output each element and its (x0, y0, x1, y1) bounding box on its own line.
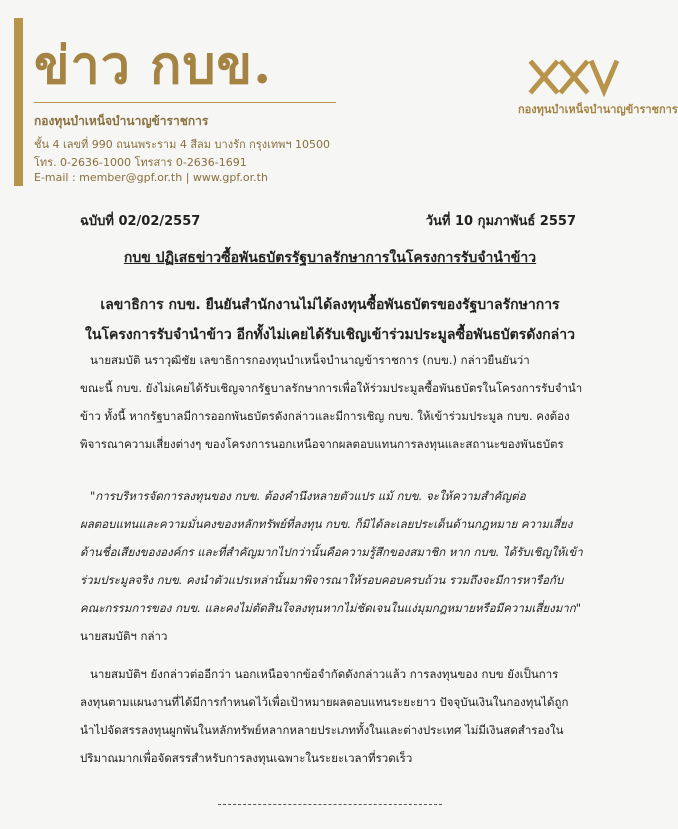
quote-line: ร่วมประมูลจริง กบข. คงนำตัวแปรเหล่านั้นมาพิจารณาให้รอบคอบครบถ้วน รวมถึงจะมีการหารือกับ (80, 573, 564, 587)
quote-line: "การบริหารจัดการลงทุนของ กบข. ต้องคำนึงหลายตัวแปร แม้ กบข. จะให้ความสำคัญต่อ (90, 489, 526, 503)
quote-line: คณะกรรมการของ กบข. และคงไม่ตัดสินใจลงทุนหากไม่ชัดเจนในแง่มุมกฎหมายหรือมีความเสี่ยงมาก" (80, 601, 581, 615)
quote-line: ด้านชื่อเสียงขององค์กร และที่สำคัญมากไปกว่านั้นคือความรู้สึกของสมาชิก หาก กบข. ได้รับเชิญให้เข้า (80, 545, 583, 559)
letterhead-address: ชั้น 4 เลขที่ 990 ถนนพระราม 4 สีลม บางรัก กรุงเทพฯ 10500 (34, 138, 330, 151)
letterhead-phone: โทร. 0-2636-1000 โทรสาร 0-2636-1691 (34, 156, 247, 169)
paragraph-line: ขณะนี้ กบข. ยังไม่เคยได้รับเชิญจากรัฐบาลรักษาการเพื่อให้ร่วมประมูลซื้อพันธบัตรในโครงการรับจำนำ (80, 381, 583, 395)
issue-date: วันที่ 10 กุมภาพันธ์ 2557 (425, 214, 576, 229)
dashed-separator (218, 804, 442, 805)
quote-attribution: นายสมบัติฯ กล่าว (80, 629, 168, 643)
quote-line: ผลตอบแทนและความมั่นคงของหลักทรัพย์ที่ลงทุน กบข. ก็มิได้ละเลยประเด็นด้านกฎหมาย ความเสี่ยง (80, 517, 573, 531)
paragraph-line: นายสมบัติ นราวุฒิชัย เลขาธิการกองทุนบำเหน็จบำนาญข้าราชการ (กบข.) กล่าวยืนยันว่า (90, 353, 530, 367)
quote-paragraph (80, 482, 590, 650)
letterhead-org: กองทุนบำเหน็จบำนาญข้าราชการ (34, 114, 209, 128)
gpf-logo-icon (526, 57, 622, 97)
issue-number: ฉบับที่ 02/02/2557 (80, 214, 201, 229)
letterhead-gold-bar (14, 18, 23, 186)
logo-caption: กองทุนบำเหน็จบำนาญข้าราชการ (518, 103, 678, 116)
subtitle-line: เลขาธิการ กบข. ยืนยันสำนักงานไม่ได้ลงทุนซื้อพันธบัตรของรัฐบาลรักษาการ (100, 297, 560, 313)
letterhead-brand: ข่าว กบข. (34, 35, 273, 96)
paragraph-line: ข้าว ทั้งนี้ หากรัฐบาลมีการออกพันธบัตรดังกล่าวและมีการเชิญ กบข. ให้เข้าร่วมประมูล กบข. คงต้อง (80, 409, 570, 423)
letterhead-divider (34, 102, 336, 103)
letterhead-email: E-mail : member@gpf.or.th | www.gpf.or.th (34, 171, 268, 184)
paragraph-3 (80, 660, 590, 772)
paragraph-line: ลงทุนตามแผนงานที่ได้มีการกำหนดไว้เพื่อเป้าหมายผลตอบแทนระยะยาว ปัจจุบันเงินในกองทุนได้ถูก (80, 695, 569, 709)
subtitle-line: ในโครงการรับจำนำข้าว อีกทั้งไม่เคยได้รับเชิญเข้าร่วมประมูลซื้อพันธบัตรดังกล่าว (85, 327, 575, 343)
paragraph-line: พิจารณาความเสี่ยงต่างๆ ของโครงการนอกเหนือจากผลตอบแทนการลงทุนและสถานะของพันธบัตร (80, 437, 564, 451)
headline-title: กบข ปฏิเสธข่าวซื้อพันธบัตรรัฐบาลรักษาการในโครงการรับจำนำข้าว (123, 250, 537, 266)
paragraph-line: นายสมบัติฯ ยังกล่าวต่ออีกว่า นอกเหนือจากข้อจำกัดดังกล่าวแล้ว การลงทุนของ กบข ยังเป็นการ (90, 667, 559, 681)
paragraph-line: ปริมาณมากเพื่อจัดสรรสำหรับการลงทุนเฉพาะในระยะเวลาที่รวดเร็ว (80, 751, 413, 765)
paragraph-1 (80, 346, 590, 458)
paragraph-line: นำไปจัดสรรลงทุนผูกพันในหลักทรัพย์หลากหลายประเภททั้งในและต่างประเทศ ไม่มีเงินสดสำรองใน (80, 723, 564, 737)
headline-subtitle (0, 290, 660, 350)
